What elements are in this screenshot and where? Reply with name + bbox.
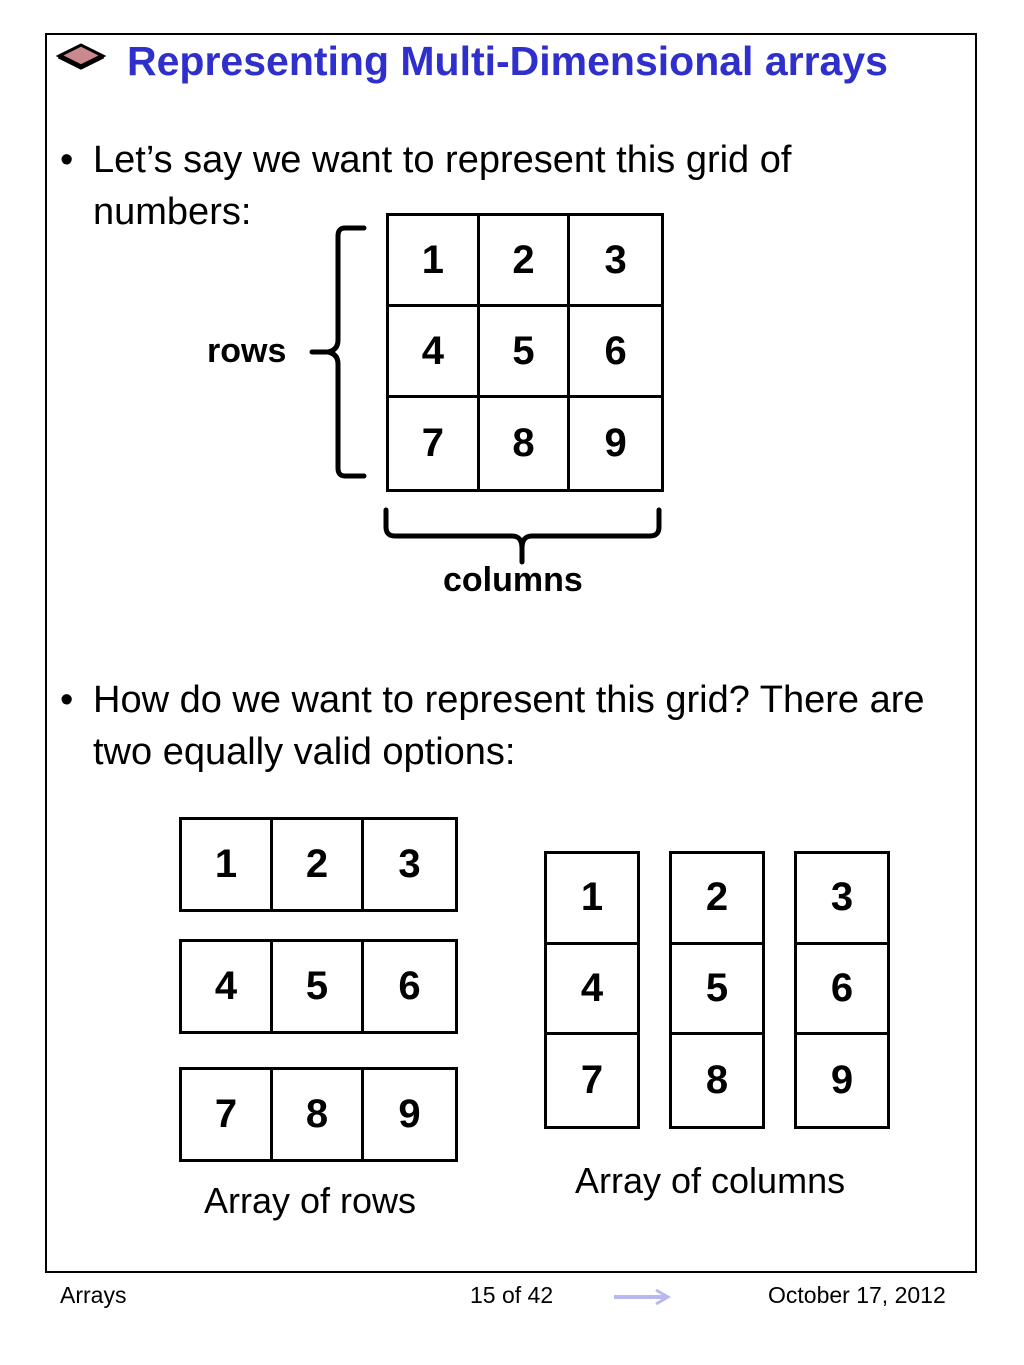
grid-cell: 3 <box>797 854 887 945</box>
grid-cell: 2 <box>273 820 364 909</box>
grid-cell: 5 <box>273 942 364 1031</box>
slide-title: Representing Multi-Dimensional arrays <box>127 38 888 84</box>
grid-cell: 5 <box>672 945 762 1036</box>
grid-cell: 1 <box>389 216 480 307</box>
array-of-columns-caption: Array of columns <box>575 1160 846 1201</box>
grid-cell: 6 <box>398 964 421 1008</box>
grid-cell: 1 <box>182 820 273 909</box>
row-array <box>179 1067 458 1162</box>
bullet-text: Let’s say we want to represent this grid of numbers: <box>93 139 792 233</box>
columns-label: columns <box>443 561 583 599</box>
grid-cell: 2 <box>672 854 762 945</box>
grid-cell: 4 <box>182 942 273 1031</box>
rows-brace <box>312 228 364 476</box>
grid-cell: 9 <box>398 1092 421 1136</box>
bullet-text: How do we want to represent this grid? There are two equally valid options: <box>93 679 925 773</box>
grid-cell: 6 <box>570 307 661 398</box>
columns-brace <box>386 510 659 562</box>
footer-page-number: 15 of 42 <box>470 1282 554 1308</box>
grid-cell: 9 <box>830 1058 854 1103</box>
footer-date: October 17, 2012 <box>768 1282 946 1308</box>
grid-cell: 8 <box>705 1058 729 1103</box>
row-array <box>179 939 458 1034</box>
array-of-rows-caption: Array of rows <box>204 1180 417 1221</box>
grid-cell: 4 <box>547 945 637 1036</box>
grid-cell: 5 <box>480 307 571 398</box>
grid-cell: 9 <box>604 421 627 465</box>
grid-cell: 2 <box>480 216 571 307</box>
grid-cell: 7 <box>182 1070 273 1159</box>
right-arrow-icon[interactable] <box>612 1287 672 1307</box>
rows-label: rows <box>207 332 287 370</box>
bullet-dot: • <box>60 679 74 721</box>
grid-cell: 1 <box>547 854 637 945</box>
grid-cell: 3 <box>398 842 421 886</box>
grid-cell: 8 <box>273 1070 364 1159</box>
row-array <box>179 817 458 912</box>
grid-cell: 6 <box>797 945 887 1036</box>
grid-cell: 8 <box>480 398 571 489</box>
column-array <box>544 851 640 1129</box>
bullet-dot: • <box>60 139 74 181</box>
grid-cell: 7 <box>580 1058 604 1103</box>
grid-cell: 7 <box>389 398 480 489</box>
column-array <box>794 851 890 1129</box>
grid-cell: 3 <box>570 216 661 307</box>
footer-section: Arrays <box>60 1282 127 1308</box>
column-array <box>669 851 765 1129</box>
grid-cell: 4 <box>389 307 480 398</box>
